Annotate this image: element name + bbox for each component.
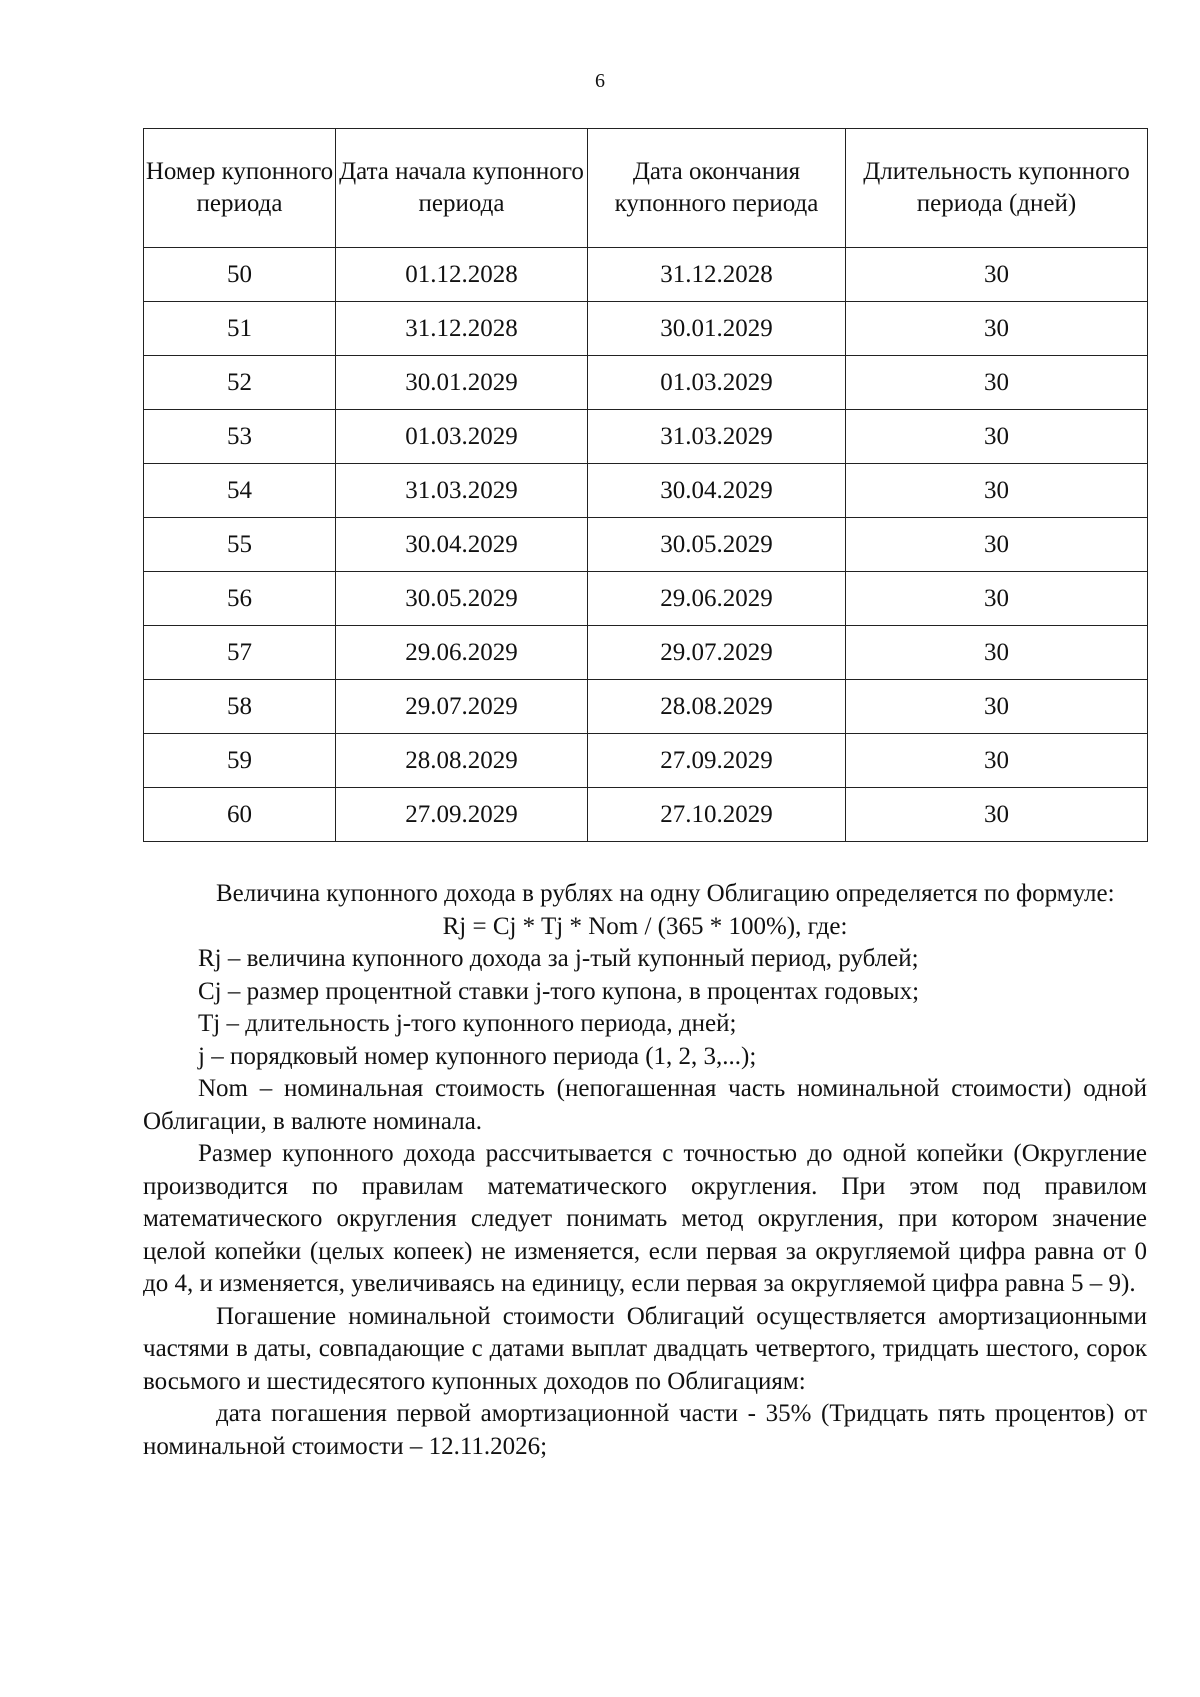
cell-end-date: 29.06.2029	[588, 572, 846, 626]
cell-end-date: 31.03.2029	[588, 410, 846, 464]
cell-duration: 30	[846, 734, 1148, 788]
cell-start-date: 01.12.2028	[336, 248, 588, 302]
cell-start-date: 28.08.2029	[336, 734, 588, 788]
definition-cj: Cj – размер процентной ставки j-того купона, в процентах годовых;	[198, 977, 920, 1005]
cell-start-date: 31.03.2029	[336, 464, 588, 518]
cell-start-date: 29.07.2029	[336, 680, 588, 734]
cell-period-number: 52	[144, 356, 336, 410]
table-row	[144, 302, 1148, 356]
table-header-row	[144, 129, 1148, 248]
cell-end-date: 30.04.2029	[588, 464, 846, 518]
rounding-paragraph: Размер купонного дохода рассчитывается с точностью до одной копейки (Округление производится по правилам математического округления. При этом под правилом математического округления следует понимать метод округления, при котором значение целой копейки (целых копеек) не изменяется, если первая за округляемой цифра равна от 0 до 4, и изменяется, увеличиваясь на единицу, если первая за округляемой цифра равна 5 – 9).	[143, 1140, 1147, 1297]
table-row	[144, 356, 1148, 410]
cell-end-date: 31.12.2028	[588, 248, 846, 302]
intro-paragraph: Величина купонного дохода в рублях на одну Облигацию определяется по формуле:	[216, 880, 1115, 907]
definition-tj: Tj – длительность j-того купонного периода, дней;	[198, 1010, 737, 1037]
cell-duration: 30	[846, 410, 1148, 464]
table-row	[144, 626, 1148, 680]
cell-duration: 30	[846, 302, 1148, 356]
cell-end-date: 30.01.2029	[588, 302, 846, 356]
table-row	[144, 734, 1148, 788]
definition-j: j – порядковый номер купонного периода (1, 2, 3,...);	[198, 1042, 757, 1070]
header-period-number: Номер купонного периода	[144, 129, 336, 248]
table-row	[144, 248, 1148, 302]
amortization-paragraph: Погашение номинальной стоимости Облигаций осуществляется амортизационными частями в даты, совпадающие с датами выплат двадцать четвертого, тридцать шестого, сорок восьмого и шестидесятого купонных доходов по Облигациям:	[143, 1302, 1147, 1395]
cell-start-date: 27.09.2029	[336, 788, 588, 842]
cell-duration: 30	[846, 518, 1148, 572]
cell-period-number: 55	[144, 518, 336, 572]
table-row	[144, 572, 1148, 626]
cell-period-number: 56	[144, 572, 336, 626]
table-row	[144, 410, 1148, 464]
header-end-date: Дата окончания купонного периода	[588, 129, 846, 248]
table-row	[144, 518, 1148, 572]
definition-rj: Rj – величина купонного дохода за j-тый купонный период, рублей;	[198, 945, 919, 972]
body-text	[143, 878, 1147, 1463]
header-start-date: Дата начала купонного периода	[336, 129, 588, 248]
cell-duration: 30	[846, 248, 1148, 302]
cell-end-date: 27.10.2029	[588, 788, 846, 842]
coupon-schedule-table	[143, 128, 1148, 842]
cell-start-date: 30.04.2029	[336, 518, 588, 572]
table-row	[144, 788, 1148, 842]
cell-start-date: 31.12.2028	[336, 302, 588, 356]
cell-end-date: 30.05.2029	[588, 518, 846, 572]
cell-period-number: 54	[144, 464, 336, 518]
cell-period-number: 51	[144, 302, 336, 356]
cell-start-date: 29.06.2029	[336, 626, 588, 680]
table-row	[144, 464, 1148, 518]
cell-period-number: 58	[144, 680, 336, 734]
header-duration: Длительность купонного периода (дней)	[846, 129, 1148, 248]
cell-end-date: 28.08.2029	[588, 680, 846, 734]
cell-duration: 30	[846, 464, 1148, 518]
cell-end-date: 01.03.2029	[588, 356, 846, 410]
table-row	[144, 680, 1148, 734]
cell-period-number: 57	[144, 626, 336, 680]
page-number: 6	[595, 70, 605, 92]
cell-period-number: 60	[144, 788, 336, 842]
first-amortization-part: дата погашения первой амортизационной части - 35% (Тридцать пять процентов) от номинальной стоимости – 12.11.2026;	[143, 1400, 1147, 1460]
cell-start-date: 30.01.2029	[336, 356, 588, 410]
cell-duration: 30	[846, 788, 1148, 842]
cell-end-date: 27.09.2029	[588, 734, 846, 788]
cell-period-number: 50	[144, 248, 336, 302]
cell-duration: 30	[846, 680, 1148, 734]
cell-end-date: 29.07.2029	[588, 626, 846, 680]
cell-duration: 30	[846, 356, 1148, 410]
cell-period-number: 53	[144, 410, 336, 464]
definition-nom: Nom – номинальная стоимость (непогашенная часть номинальной стоимости) одной Облигации, в валюте номинала.	[143, 1075, 1147, 1135]
cell-start-date: 01.03.2029	[336, 410, 588, 464]
cell-duration: 30	[846, 626, 1148, 680]
formula: Rj = Cj * Tj * Nom / (365 * 100%), где:	[442, 912, 848, 940]
cell-duration: 30	[846, 572, 1148, 626]
cell-period-number: 59	[144, 734, 336, 788]
cell-start-date: 30.05.2029	[336, 572, 588, 626]
